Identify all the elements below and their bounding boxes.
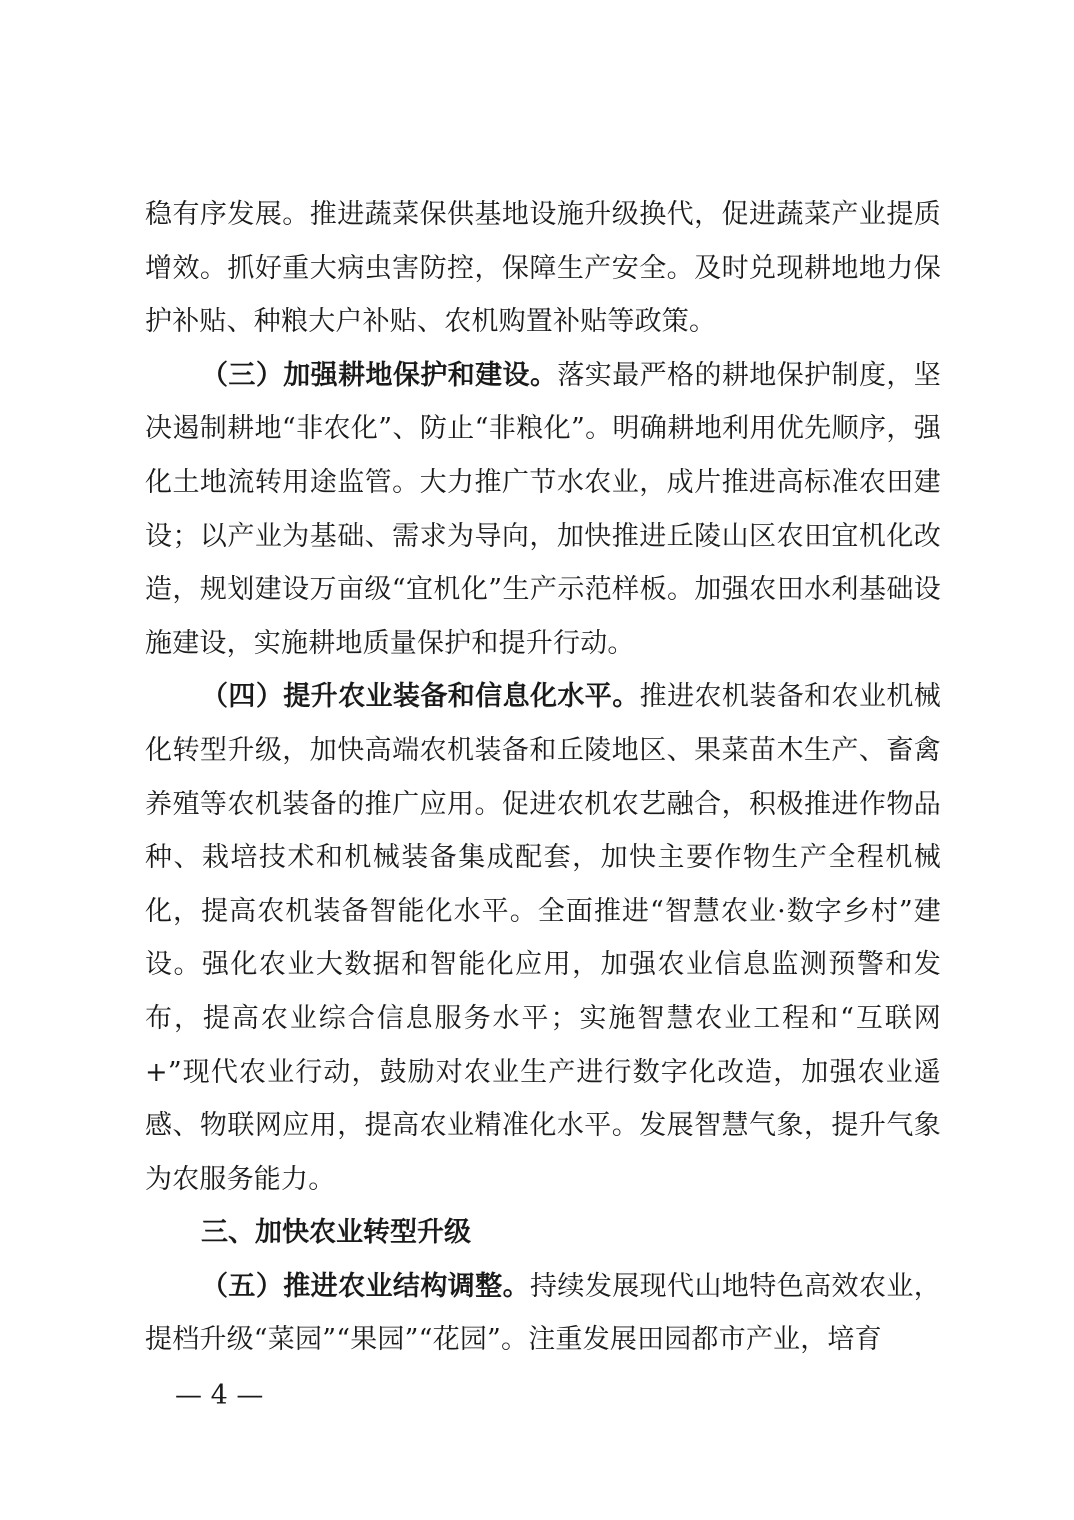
section-heading: 三、加快农业转型升级 <box>201 1217 471 1249</box>
paragraph-text: 落实最严格的耕地保护制度，坚决遏制耕地“非农化”、防止“非粮化”。明确耕地利用优先顺序，强化土地流转用途监管。大力推广节水农业，成片推进高标准农田建设；以产业为基础、需求为导向，加快推进丘陵山区农田宜机化改造，规划建设万亩级“宜机化”生产示范样板。加强农田水利基础设施建设，实施耕地质量保护和提升行动。 <box>145 359 941 659</box>
paragraph-farmland-protection <box>145 349 941 671</box>
paragraph-text: 持续发展现代山地特色高效农业，提档升级“菜园”“果园”“花园”。注重发展田园都市产业，培育 <box>145 1270 941 1356</box>
paragraph-heading: （五）推进农业结构调整。 <box>201 1270 530 1302</box>
page-number: — 4 — <box>175 1380 264 1411</box>
paragraph-agri-equipment <box>145 670 941 1206</box>
paragraph-text: 稳有序发展。推进蔬菜保供基地设施升级换代，促进蔬菜产业提质增效。抓好重大病虫害防控，保障生产安全。及时兑现耕地地力保护补贴、种粮大户补贴、农机购置补贴等政策。 <box>145 199 941 338</box>
paragraph-heading: （四）提升农业装备和信息化水平。 <box>201 681 640 713</box>
paragraph-continuation <box>145 188 941 349</box>
paragraph-text: 推进农机装备和农业机械化转型升级，加快高端农机装备和丘陵地区、果菜苗木生产、畜禽养殖等农机装备的推广应用。促进农机农艺融合，积极推进作物品种、栽培技术和机械装备集成配套，加快主要作物生产全程机械化，提高农机装备智能化水平。全面推进“智慧农业·数字乡村”建设。强化农业大数据和智能化应用，加强农业信息监测预警和发布，提高农业综合信息服务水平；实施智慧农业工程和“互联网+”现代农业行动，鼓励对农业生产进行数字化改造，加强农业遥感、物联网应用，提高农业精准化水平。发展智慧气象，提升气象为农服务能力。 <box>145 681 942 1195</box>
paragraph-heading: （三）加强耕地保护和建设。 <box>201 359 558 391</box>
paragraph-structure-adjustment <box>145 1260 941 1367</box>
document-page <box>145 188 941 1367</box>
